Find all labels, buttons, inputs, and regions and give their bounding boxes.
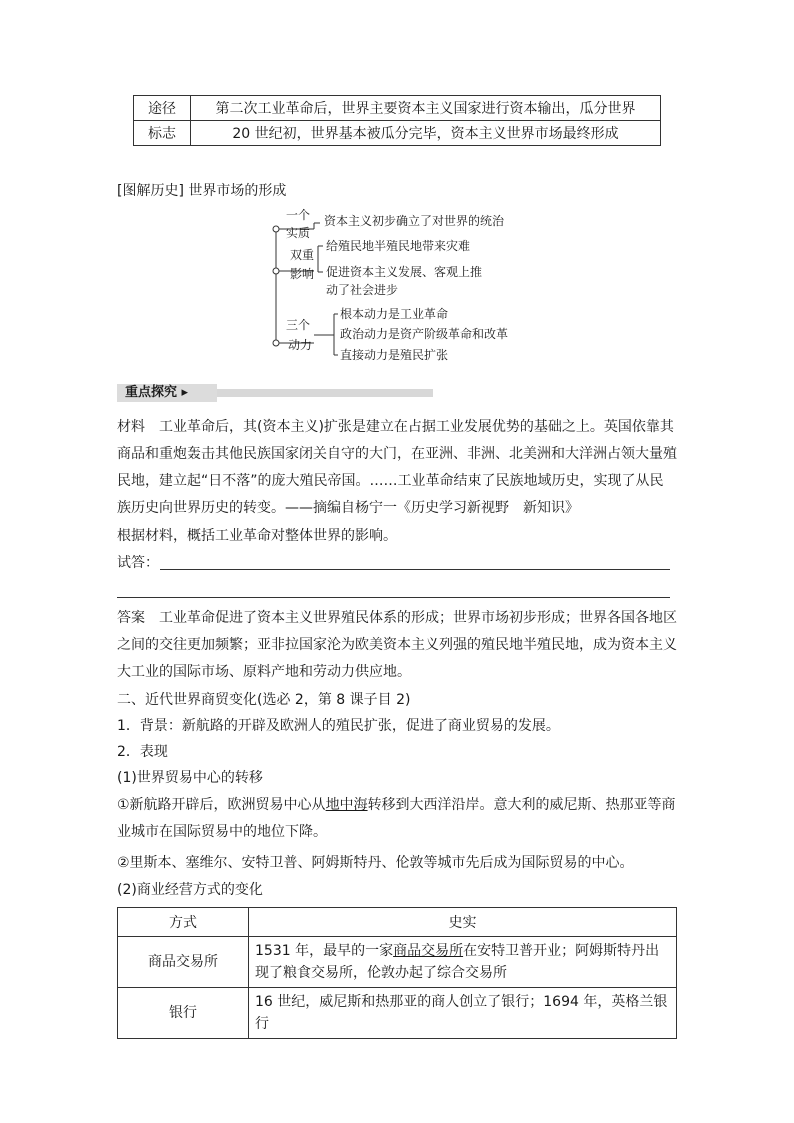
- row-label: 标志: [134, 121, 191, 146]
- summary-table: [133, 95, 661, 146]
- subheading-business-methods: (2)商业经营方式的变化: [117, 882, 263, 898]
- row-label: 途径: [134, 96, 191, 121]
- answer-line: 答案 工业革命促进了资本主义世界殖民体系的形成；世界市场初步形成；世界各国各地区: [117, 610, 677, 626]
- fact-suffix: 在安特卫普开业；阿姆斯特丹出现了粮食交易所，伦敦办起了综合交易所: [255, 943, 660, 981]
- group3-item2: 政治动力是资产阶级革命和改革: [340, 327, 509, 341]
- group2-label-line1: 双重: [290, 248, 315, 262]
- question-text: 根据材料，概括工业革命对整体世界的影响。: [117, 528, 397, 544]
- group2-item1: 给殖民地半殖民地带来灾难: [326, 239, 471, 253]
- item1-prefix: ①新航路开辟后，欧洲贸易中心从: [117, 797, 326, 813]
- fact-prefix: 1531 年，最早的一家: [255, 943, 394, 959]
- group3-label-line2: 动力: [288, 338, 313, 352]
- material-paragraph: [117, 414, 677, 522]
- column-header-fact: 史实: [249, 908, 677, 937]
- fact-prefix: 16 世纪，威尼斯和热那亚的商人创立了银行；1694 年，英格兰银行: [255, 994, 668, 1032]
- answer-input-line-2[interactable]: [117, 597, 670, 598]
- material-line: 材料 工业革命后，其(资本主义)扩张是建立在占据工业发展优势的基础之上。英国依靠其: [117, 419, 674, 435]
- item1-line1: [117, 792, 677, 819]
- material-line: 族历史向世界历史的转变。——摘编自杨宁一《历史学习新视野 新知识》: [117, 500, 579, 516]
- focus-banner-label: 重点探究 ▸: [117, 384, 217, 402]
- answer-input-line-1[interactable]: [160, 569, 670, 570]
- table-row: [134, 121, 661, 146]
- method-cell: 商品交易所: [118, 937, 249, 988]
- item1-underlined: 地中海: [325, 797, 368, 813]
- material-line: 商品和重炮轰击其他民族国家闭关自守的大门，在亚洲、非洲、北美洲和大洋洲占领大量殖: [117, 446, 677, 462]
- diagram-section-title: [图解历史] 世界市场的形成: [117, 183, 287, 199]
- group2-item2: 促进资本主义发展、客观上推: [326, 265, 483, 279]
- group1-item1: 资本主义初步确立了对世界的统治: [324, 214, 505, 228]
- table-header-row: [118, 908, 677, 937]
- answer-line: 之间的交往更加频繁；亚非拉国家沦为欧美资本主义列强的殖民地半殖民地，成为资本主义: [117, 637, 677, 653]
- world-market-diagram: [268, 205, 568, 365]
- group2-label-line2: 影响: [290, 267, 315, 281]
- answer-paragraph: [117, 605, 677, 686]
- method-cell: 银行: [118, 988, 249, 1039]
- section2-heading: 二、近代世界商贸变化(选必 2，第 8 课子目 2): [117, 692, 411, 708]
- item1-paragraph: [117, 792, 677, 846]
- fact-cell: [249, 988, 677, 1039]
- table-row: [134, 96, 661, 121]
- group1-label-line1: 一个: [286, 208, 311, 222]
- group1-label-line2: 实质: [286, 226, 311, 240]
- group3-item1: 根本动力是工业革命: [340, 307, 449, 321]
- group3-item3: 直接动力是殖民扩张: [340, 348, 449, 362]
- focus-banner: [117, 384, 433, 402]
- row-content: 20 世纪初，世界基本被瓜分完毕，资本主义世界市场最终形成: [191, 121, 661, 146]
- row-content: 第二次工业革命后，世界主要资本主义国家进行资本输出，瓜分世界: [191, 96, 661, 121]
- item2-text: ②里斯本、塞维尔、安特卫普、阿姆斯特丹、伦敦等城市先后成为国际贸易的中心。: [117, 855, 634, 871]
- group3-label-line1: 三个: [286, 318, 311, 332]
- performance-heading: 2．表现: [117, 744, 168, 760]
- background-text: 1．背景：新航路的开辟及欧洲人的殖民扩张，促进了商业贸易的发展。: [117, 718, 560, 734]
- answer-prompt-label: 试答：: [117, 555, 159, 571]
- fact-underlined: 商品交易所: [393, 943, 464, 959]
- table-row: [118, 937, 677, 988]
- group2-item3: 动了社会进步: [326, 283, 399, 297]
- banner-decoration: [217, 389, 433, 397]
- fact-cell: [249, 937, 677, 988]
- table-row: [118, 988, 677, 1039]
- business-methods-table: [117, 907, 677, 1039]
- answer-line: 大工业的国际市场、原料产地和劳动力供应地。: [117, 664, 411, 680]
- item1-line2: 业城市在国际贸易中的地位下降。: [117, 824, 327, 840]
- item1-suffix: 转移到大西洋沿岸。意大利的威尼斯、热那亚等商: [367, 797, 676, 813]
- column-header-method: 方式: [118, 908, 249, 937]
- subheading-trade-center: (1)世界贸易中心的转移: [117, 770, 263, 786]
- material-line: 民地，建立起“日不落”的庞大殖民帝国。……工业革命结束了民族地域历史，实现了从民: [117, 473, 664, 489]
